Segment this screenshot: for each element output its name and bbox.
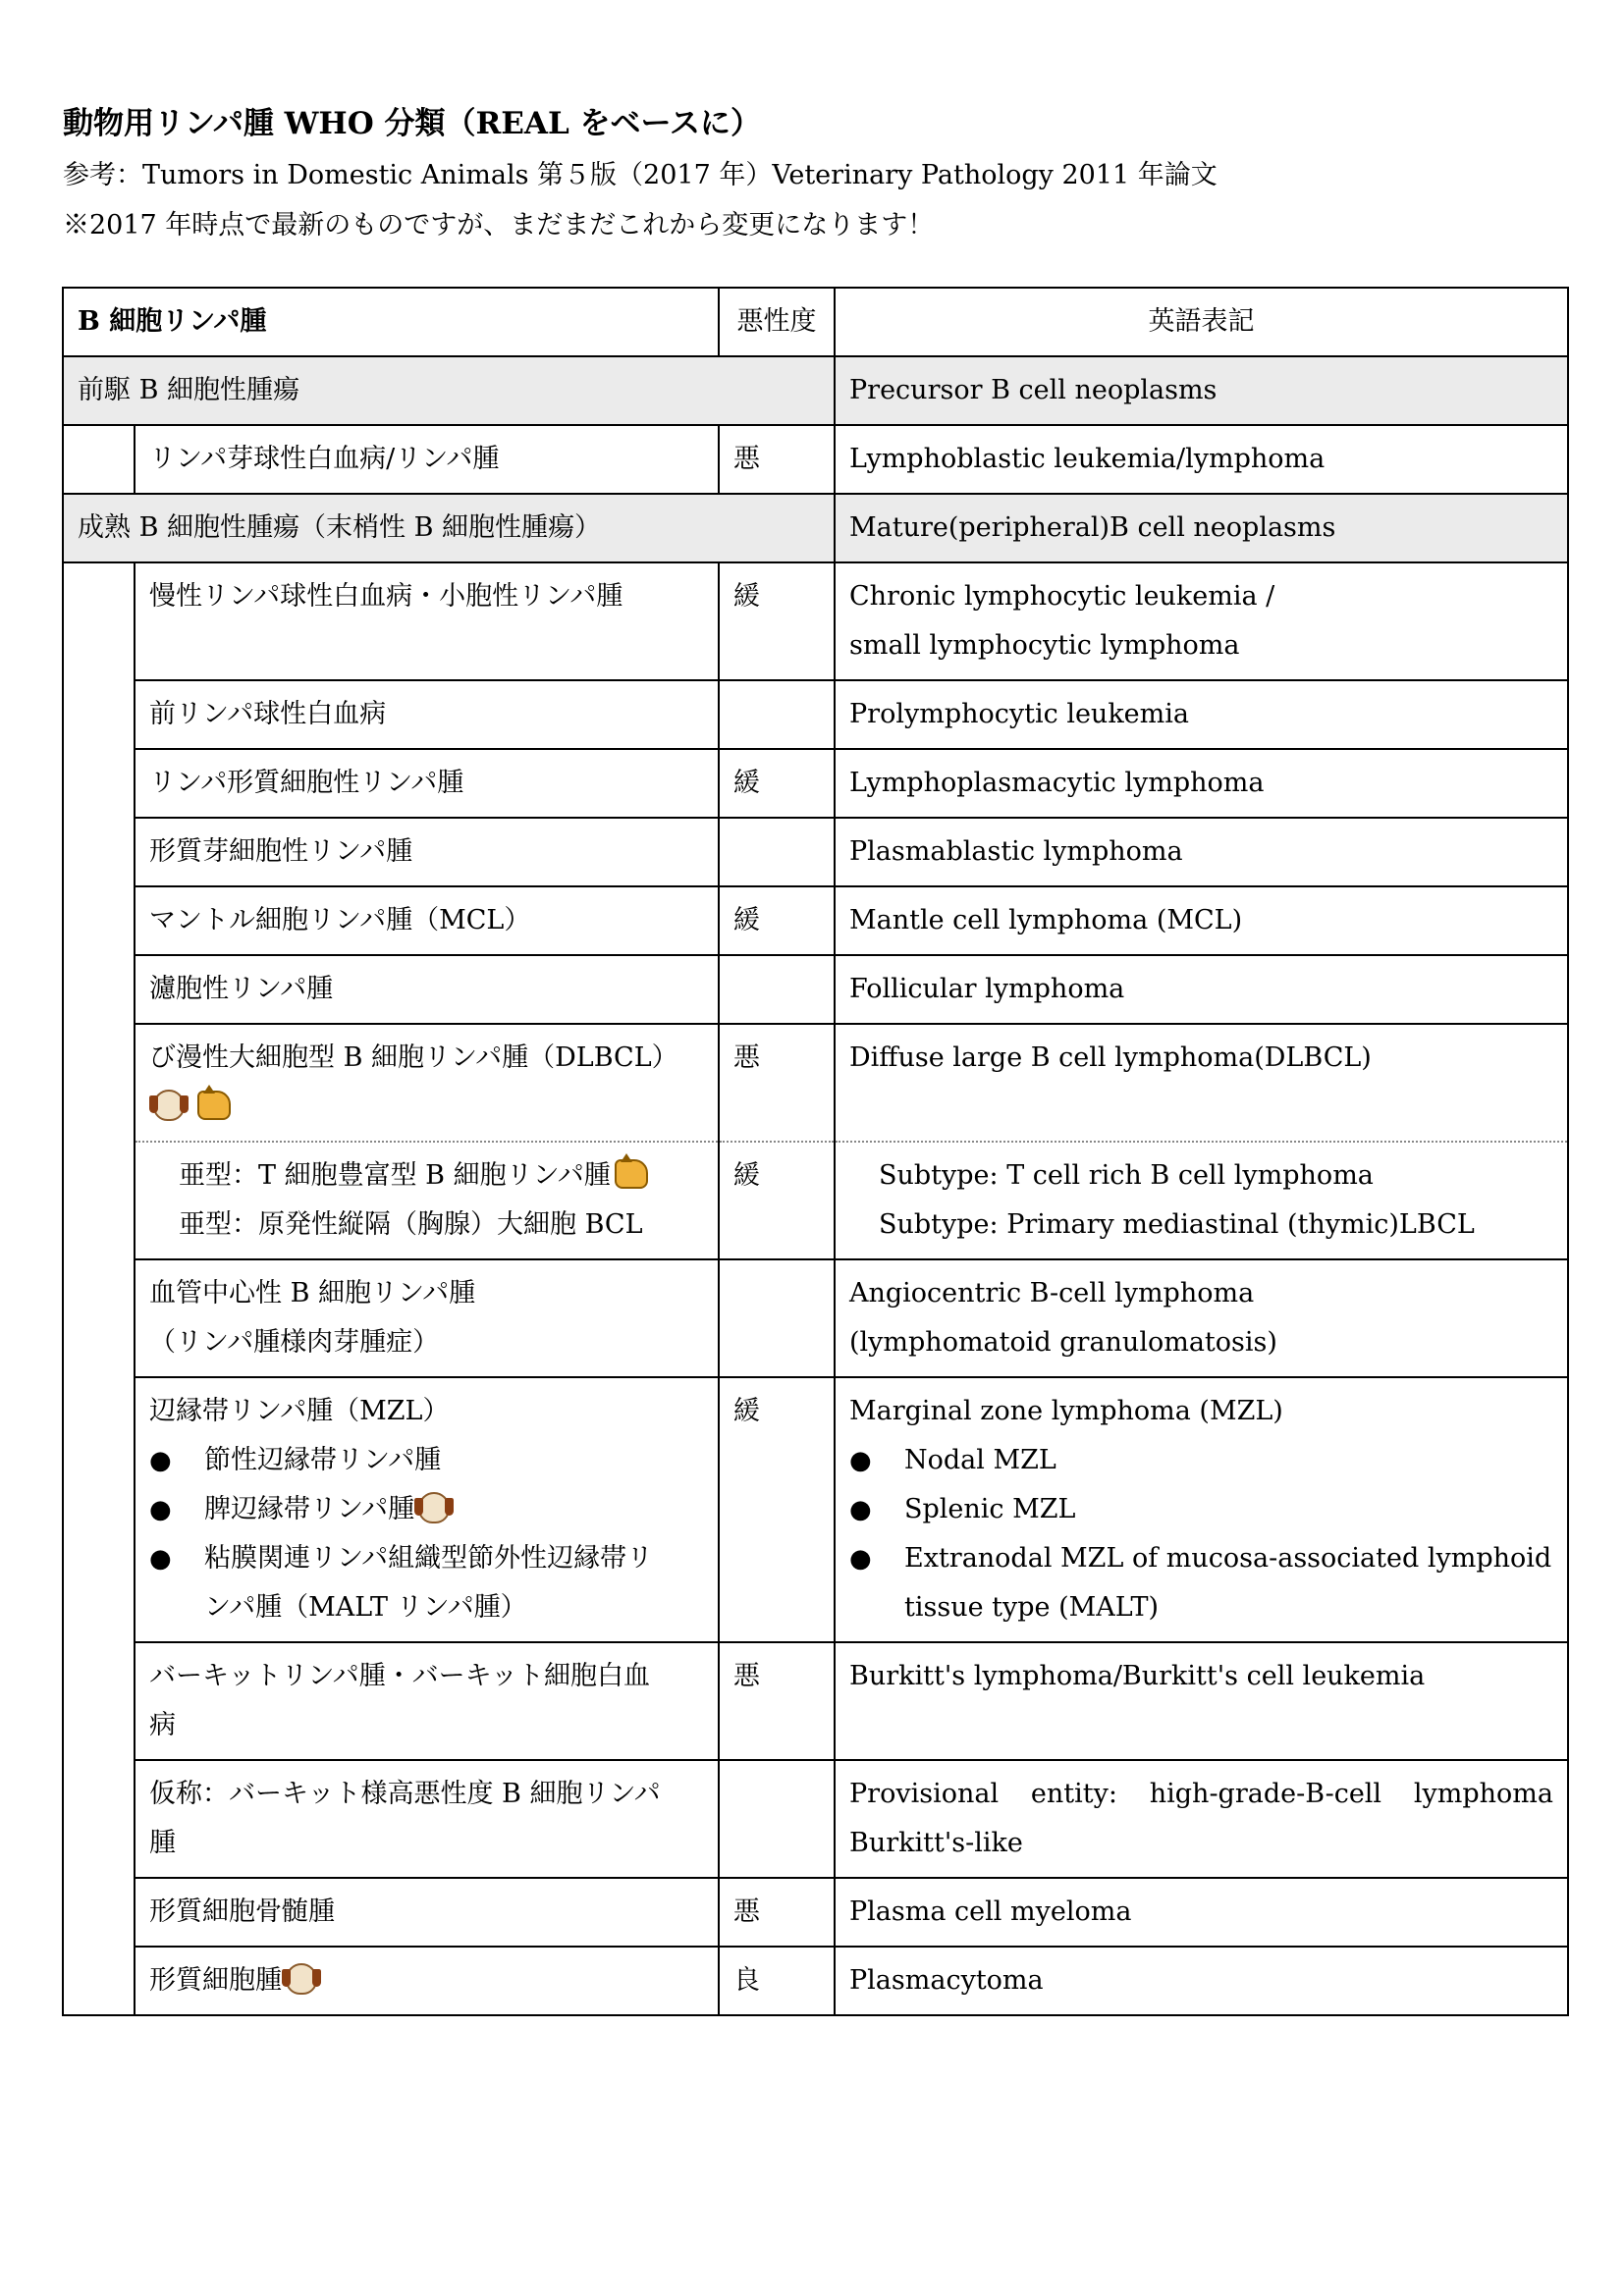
list-item-text <box>904 1534 1551 1632</box>
table-row <box>63 1947 1568 2015</box>
bullet: ● <box>149 1446 172 1475</box>
bullet: ● <box>849 1544 872 1574</box>
table-row <box>63 1642 1568 1760</box>
row-ja <box>135 1024 719 1142</box>
group-row-precursor <box>63 356 1568 425</box>
row-ja: 慢性リンパ球性白血病・小胞性リンパ腫 <box>135 562 719 680</box>
note-line: ※2017 年時点で最新のものですが、まだまだこれから変更になります！ <box>63 210 935 240</box>
reference-line: 参考：Tumors in Domestic Animals 第５版（2017 年）Veterinary Pathology 2011 年論文 <box>63 160 1218 190</box>
row-en-line: Chronic lymphocytic leukemia / <box>849 581 1275 612</box>
dog-icon <box>286 1963 317 1995</box>
row-en-line: small lymphocytic lymphoma <box>849 630 1240 661</box>
group-row-mature <box>63 494 1568 562</box>
row-grade: 緩 <box>719 886 835 955</box>
table-row <box>63 425 1568 494</box>
dog-icon <box>418 1492 450 1523</box>
table-row <box>63 1878 1568 1947</box>
row-en <box>835 1760 1568 1878</box>
row-en <box>835 1142 1568 1259</box>
row-ja <box>135 1142 719 1259</box>
row-grade: 良 <box>719 1947 835 2015</box>
row-grade <box>719 818 835 886</box>
row-en <box>835 1259 1568 1377</box>
table-header-row <box>63 288 1568 356</box>
list-item-text: 節性辺縁帯リンパ腫 <box>204 1445 442 1475</box>
list-item-text <box>204 1485 450 1534</box>
row-grade: 悪 <box>719 1024 835 1142</box>
list-item <box>149 1436 704 1485</box>
table-row <box>63 1024 1568 1142</box>
row-ja: 形質芽細胞性リンパ腫 <box>135 818 719 886</box>
table-row-subtype <box>63 1142 1568 1259</box>
row-en: Follicular lymphoma <box>835 955 1568 1024</box>
table-row <box>63 562 1568 680</box>
group-name: 前駆 B 細胞性腫瘍 <box>63 356 835 425</box>
group-english: Precursor B cell neoplasms <box>835 356 1568 425</box>
classification-table <box>62 287 1569 2016</box>
row-ja-line: （リンパ腫様肉芽腫症） <box>149 1327 440 1358</box>
table-row <box>63 749 1568 818</box>
list-item <box>149 1534 704 1632</box>
row-grade <box>719 680 835 749</box>
row-en <box>835 1377 1568 1642</box>
list-item <box>849 1436 1553 1485</box>
row-en <box>835 562 1568 680</box>
table-row <box>63 680 1568 749</box>
row-ja-line: 亜型：T 細胞豊富型 B 細胞リンパ腫 <box>179 1160 611 1191</box>
row-grade <box>719 1259 835 1377</box>
row-ja: 前リンパ球性白血病 <box>135 680 719 749</box>
row-ja <box>135 1377 719 1642</box>
row-ja <box>135 1760 719 1878</box>
cat-icon <box>615 1159 648 1189</box>
row-ja-line: 辺縁帯リンパ腫（MZL） <box>149 1396 450 1426</box>
table-row <box>63 1377 1568 1642</box>
row-grade: 悪 <box>719 1642 835 1760</box>
list-item-text: 脾辺縁帯リンパ腫 <box>204 1494 415 1524</box>
row-ja <box>135 1947 719 2015</box>
row-en-line: Provisional entity: high-grade-B-cell lymphoma <box>849 1779 1553 1809</box>
table-row <box>63 1259 1568 1377</box>
row-en: Plasma cell myeloma <box>835 1878 1568 1947</box>
list-item-text <box>204 1534 653 1632</box>
row-ja-line: 血管中心性 B 細胞リンパ腫 <box>149 1278 476 1308</box>
list-item-text: ンパ腫（MALT リンパ腫） <box>204 1592 527 1623</box>
row-ja-line: 亜型：原発性縦隔（胸腺）大細胞 BCL <box>179 1209 643 1240</box>
row-en: Prolymphocytic leukemia <box>835 680 1568 749</box>
list-item-text: 粘膜関連リンパ組織型節外性辺縁帯リ <box>204 1543 654 1574</box>
row-ja: 濾胞性リンパ腫 <box>135 955 719 1024</box>
bullet: ● <box>149 1495 172 1524</box>
row-ja: リンパ形質細胞性リンパ腫 <box>135 749 719 818</box>
header-name: B 細胞リンパ腫 <box>63 288 719 356</box>
row-en-line: (lymphomatoid granulomatosis) <box>849 1327 1277 1358</box>
row-en: Plasmablastic lymphoma <box>835 818 1568 886</box>
subtype-line-1 <box>149 1151 704 1201</box>
list-item-text: Nodal MZL <box>904 1445 1056 1475</box>
list-item-text: tissue type (MALT) <box>904 1592 1160 1623</box>
indent-cell <box>63 562 135 2015</box>
row-grade: 悪 <box>719 1878 835 1947</box>
row-en: Plasmacytoma <box>835 1947 1568 2015</box>
row-ja-line: 仮称：バーキット様高悪性度 B 細胞リンパ <box>149 1779 661 1809</box>
list-item <box>149 1485 704 1534</box>
header-grade: 悪性度 <box>719 288 835 356</box>
row-ja-line: 病 <box>149 1710 176 1740</box>
list-item-text: Splenic MZL <box>904 1494 1076 1524</box>
bullet: ● <box>849 1495 872 1524</box>
row-en-line: Subtype: Primary mediastinal (thymic)LBCL <box>879 1209 1475 1240</box>
page-title: 動物用リンパ腫 WHO 分類（REAL をベースに） <box>63 106 762 141</box>
row-en-line: Angiocentric B-cell lymphoma <box>849 1278 1255 1308</box>
row-ja-line: バーキットリンパ腫・バーキット細胞白血 <box>149 1661 651 1691</box>
list-item <box>849 1485 1553 1534</box>
row-en: Burkitt's lymphoma/Burkitt's cell leukemia <box>835 1642 1568 1760</box>
row-grade: 緩 <box>719 562 835 680</box>
row-ja <box>135 1642 719 1760</box>
group-name: 成熟 B 細胞性腫瘍（末梢性 B 細胞性腫瘍） <box>63 494 835 562</box>
row-ja <box>135 1259 719 1377</box>
group-english: Mature(peripheral)B cell neoplasms <box>835 494 1568 562</box>
bullet: ● <box>849 1446 872 1475</box>
row-grade: 緩 <box>719 1377 835 1642</box>
row-en-line: Burkitt's-like <box>849 1828 1023 1858</box>
list-item-text: Extranodal MZL of mucosa-associated lymphoid <box>904 1543 1552 1574</box>
table-row <box>63 886 1568 955</box>
row-en: Lymphoblastic leukemia/lymphoma <box>835 425 1568 494</box>
row-grade: 悪 <box>719 425 835 494</box>
header-english: 英語表記 <box>835 288 1568 356</box>
dog-icon <box>153 1090 185 1121</box>
table-row <box>63 818 1568 886</box>
bullet: ● <box>149 1544 172 1574</box>
row-grade: 緩 <box>719 749 835 818</box>
row-ja-line: 腫 <box>149 1828 176 1858</box>
species-icons <box>149 1083 704 1132</box>
row-en: Diffuse large B cell lymphoma(DLBCL) <box>835 1024 1568 1142</box>
list-item <box>849 1534 1553 1632</box>
row-grade <box>719 955 835 1024</box>
table-row <box>63 955 1568 1024</box>
row-grade <box>719 1760 835 1878</box>
row-ja-line: び漫性大細胞型 B 細胞リンパ腫（DLBCL） <box>149 1042 678 1073</box>
row-en: Lymphoplasmacytic lymphoma <box>835 749 1568 818</box>
row-ja: 形質細胞骨髄腫 <box>135 1878 719 1947</box>
indent-cell <box>63 425 135 494</box>
row-en-line: Subtype: T cell rich B cell lymphoma <box>879 1160 1374 1191</box>
row-ja-line: 形質細胞腫 <box>149 1965 282 1996</box>
row-en-line: Marginal zone lymphoma (MZL) <box>849 1396 1283 1426</box>
table-row <box>63 1760 1568 1878</box>
cat-icon <box>197 1091 231 1120</box>
row-en: Mantle cell lymphoma (MCL) <box>835 886 1568 955</box>
row-ja: マントル細胞リンパ腫（MCL） <box>135 886 719 955</box>
row-ja: リンパ芽球性白血病/リンパ腫 <box>135 425 719 494</box>
row-grade: 緩 <box>719 1142 835 1259</box>
